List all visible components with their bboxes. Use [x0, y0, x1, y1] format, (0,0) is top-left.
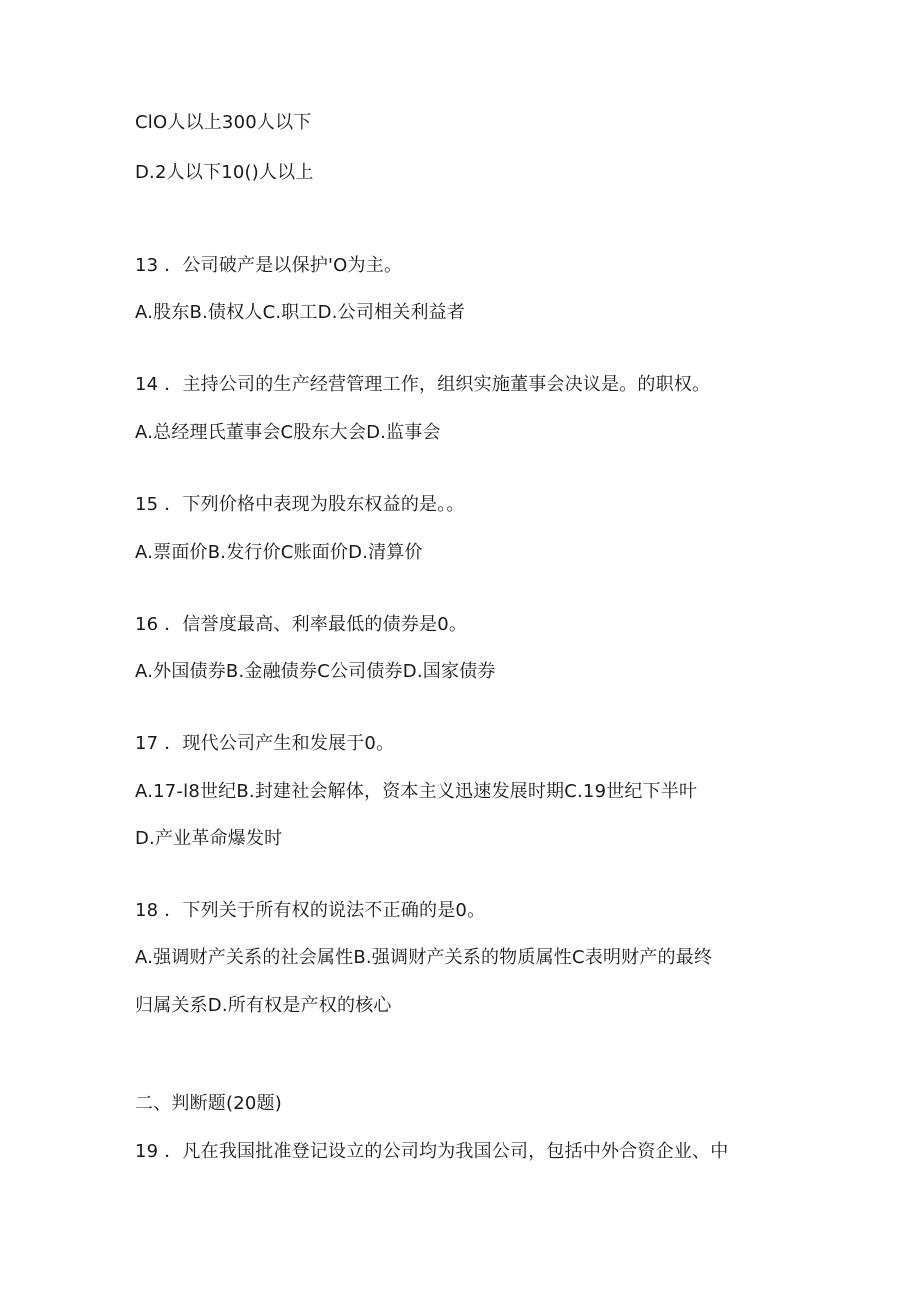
- options-17-line-2: D.产业革命爆发时: [135, 828, 283, 849]
- question-19: 19 ．凡在我国批准登记设立的公司均为我国公司，包括中外合资企业、中: [135, 1141, 729, 1162]
- options-18-line-2: 归属关系D.所有权是产权的核心: [135, 995, 392, 1016]
- question-14: 14 ．主持公司的生产经营管理工作，组织实施董事会决议是。的职权。: [135, 374, 711, 395]
- options-17-line-1: A.17-l8世纪B.封建社会解体，资本主义迅速发展时期C.19世纪下半叶: [135, 781, 698, 802]
- option-line-d-12: D.2人以下10()人以上: [135, 162, 314, 183]
- options-16: A.外国债券B.金融债券C公司债券D.国家债券: [135, 661, 496, 682]
- options-14: A.总经理氏董事会C股东大会D.监事会: [135, 422, 441, 443]
- options-18-line-1: A.强调财产关系的社会属性B.强调财产关系的物质属性C表明财产的最终: [135, 947, 713, 968]
- option-line-c-12: ClO人以上300人以下: [135, 112, 312, 133]
- question-15: 15 ．下列价格中表现为股东权益的是。。: [135, 494, 465, 515]
- question-13: 13 ．公司破产是以保护'O为主。: [135, 255, 403, 276]
- options-15: A.票面价B.发行价C账面价D.清算价: [135, 542, 423, 563]
- section-heading-judgment: 二、判断题(20题): [135, 1093, 282, 1114]
- options-13: A.股东B.债权人C.职工D.公司相关利益者: [135, 302, 466, 323]
- question-18: 18 ．下列关于所有权的说法不正确的是0。: [135, 900, 486, 921]
- question-16: 16 ．信誉度最高、利率最低的债券是0。: [135, 614, 468, 635]
- question-17: 17 ．现代公司产生和发展于0。: [135, 733, 395, 754]
